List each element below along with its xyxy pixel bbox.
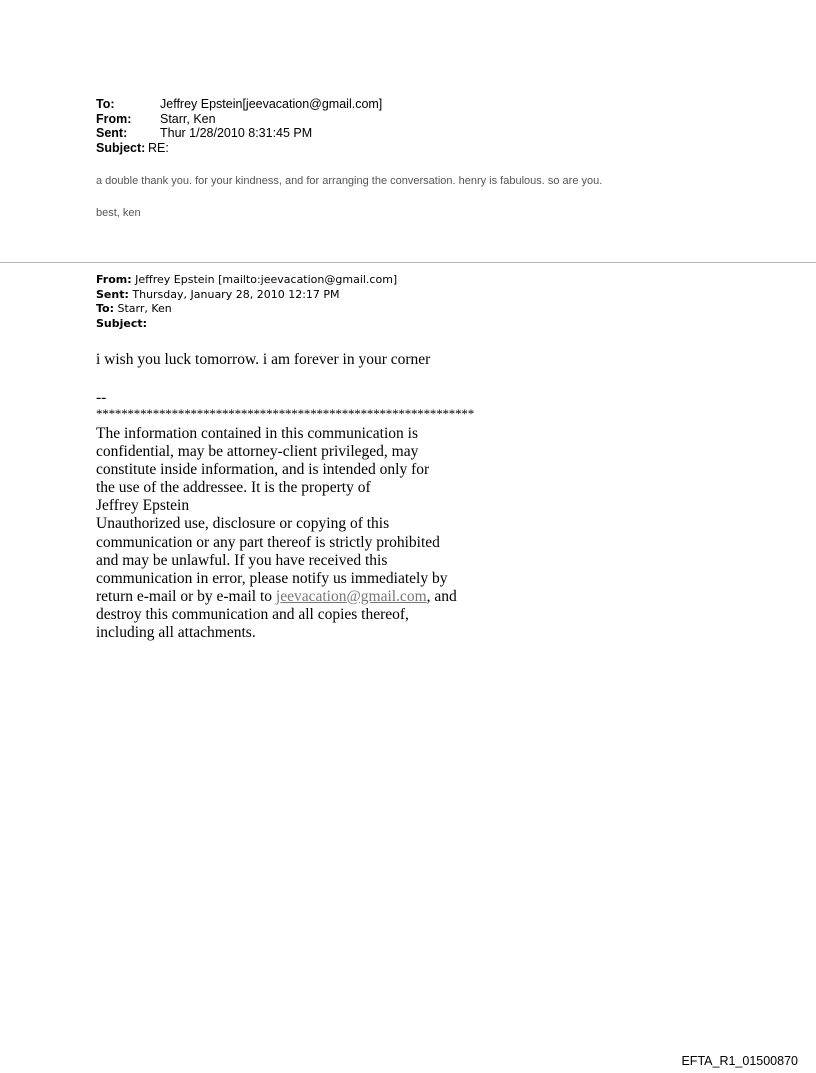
subject-value: RE: — [148, 140, 169, 155]
signature-stars: ************************************************************ — [96, 406, 475, 421]
quoted-email-header — [96, 273, 397, 331]
quoted-from-value: Jeffrey Epstein [mailto:jeevacation@gmail.com] — [131, 273, 398, 286]
quoted-message: i wish you luck tomorrow. i am forever in your corner — [96, 351, 431, 368]
reply-email-header — [96, 97, 382, 155]
reply-body-line: a double thank you. for your kindness, and for arranging the conversation. henry is fabulous. so are you. — [96, 175, 603, 187]
subject-label: Subject: — [96, 140, 146, 155]
quoted-from-label: From: — [96, 273, 132, 286]
disclaimer-line: communication or any part thereof is strictly prohibited — [96, 533, 440, 551]
sent-label: Sent: — [96, 126, 128, 140]
to-value: Jeffrey Epstein[jeevacation@gmail.com] — [160, 97, 383, 111]
sent-value: Thur 1/28/2010 8:31:45 PM — [160, 126, 313, 140]
disclaimer-line: destroy this communication and all copies thereof, — [96, 605, 409, 623]
disclaimer-text: , and — [426, 587, 457, 605]
reply-signoff: best, ken — [96, 207, 141, 219]
quoted-sent-value: Thursday, January 28, 2010 12:17 PM — [128, 287, 340, 301]
quoted-to-row — [96, 302, 397, 317]
document-id: EFTA_R1_01500870 — [681, 1054, 798, 1068]
disclaimer-line: The information contained in this communication is — [96, 425, 418, 442]
quoted-from-row — [96, 273, 397, 288]
disclaimer-line: Unauthorized use, disclosure or copying of this — [96, 515, 390, 533]
confidentiality-disclaimer — [96, 425, 457, 642]
disclaimer-text: return e-mail or by e-mail to — [96, 587, 276, 605]
disclaimer-line: and may be unlawful. If you have received this — [96, 551, 388, 569]
quoted-to-label: To: — [96, 302, 114, 315]
signature-dashes: -- — [96, 389, 107, 406]
disclaimer-line: the use of the addressee. It is the property of — [96, 479, 371, 497]
disclaimer-line: including all attachments. — [96, 624, 256, 642]
from-row — [96, 112, 382, 127]
to-label: To: — [96, 97, 115, 111]
sent-row — [96, 126, 382, 141]
quoted-sent-row — [96, 288, 397, 303]
to-row — [96, 97, 382, 112]
quoted-to-value: Starr, Ken — [114, 302, 172, 315]
quoted-subject-label: Subject: — [96, 316, 148, 330]
disclaimer-line: Jeffrey Epstein — [96, 497, 190, 515]
email-link[interactable]: jeevacation@gmail.com — [275, 587, 427, 605]
disclaimer-line: constitute inside information, and is intended only for — [96, 461, 430, 479]
from-label: From: — [96, 111, 132, 126]
quoted-subject-row — [96, 317, 397, 332]
disclaimer-line: confidential, may be attorney-client privileged, may — [96, 443, 419, 461]
quoted-sent-label: Sent: — [96, 287, 129, 301]
from-value: Starr, Ken — [160, 111, 216, 126]
subject-row — [96, 141, 382, 156]
message-divider — [0, 262, 816, 263]
disclaimer-line — [96, 588, 457, 606]
disclaimer-line: communication in error, please notify us immediately by — [96, 569, 448, 587]
